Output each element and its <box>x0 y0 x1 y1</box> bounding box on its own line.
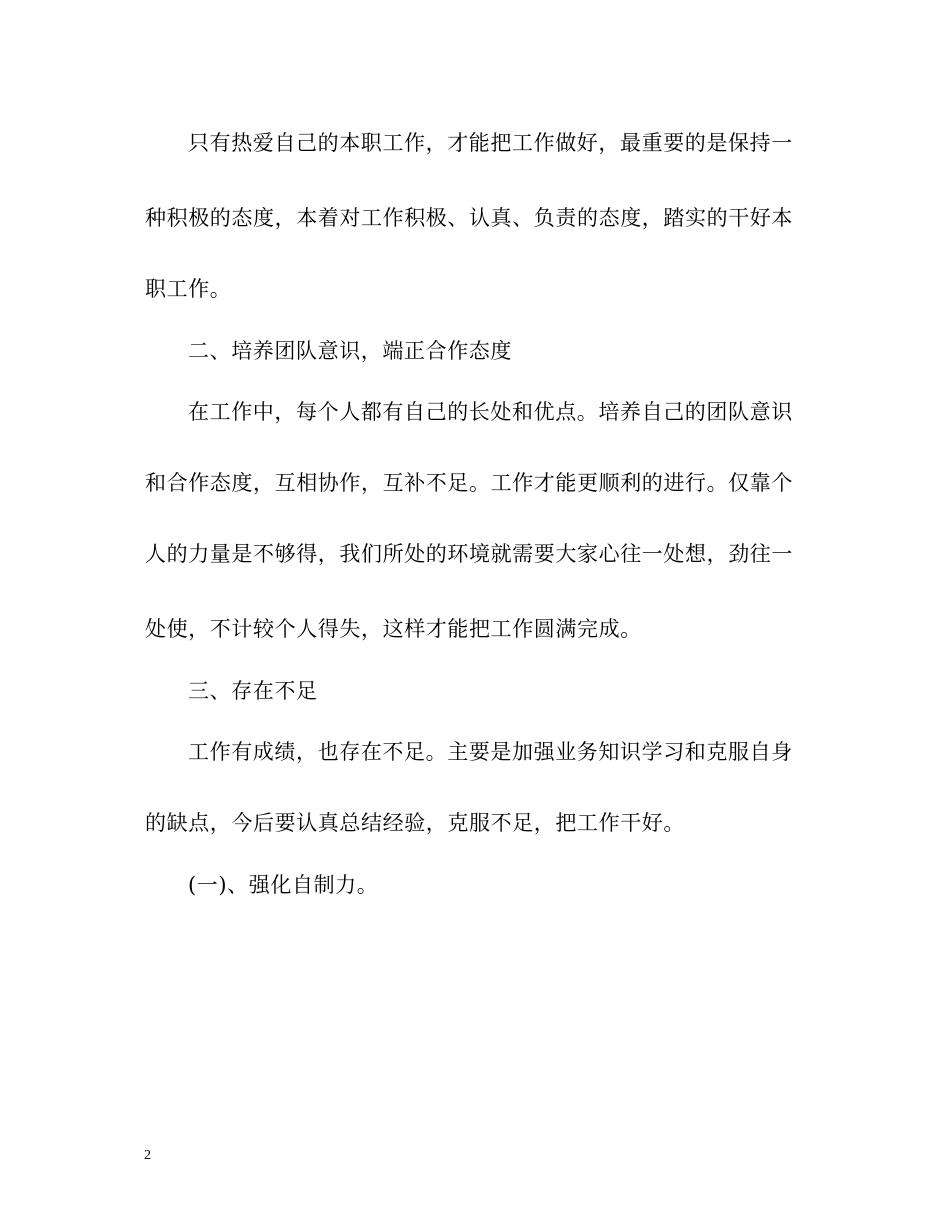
page-number: 2 <box>144 1148 151 1163</box>
section-heading: 二、培养团队意识，端正合作态度 <box>188 339 512 363</box>
paragraph-line: 和合作态度，互相协作，互补不足。工作才能更顺利的进行。仅靠个 <box>145 471 793 495</box>
section-heading: 三、存在不足 <box>188 679 318 703</box>
paragraph-line: 只有热爱自己的本职工作，才能把工作做好，最重要的是保持一 <box>188 131 793 155</box>
paragraph-line: 人的力量是不够得，我们所处的环境就需要大家心往一处想，劲往一 <box>145 542 793 566</box>
subsection-heading: (一)、强化自制力。 <box>188 873 379 897</box>
paragraph-line: 的缺点，今后要认真总结经验，克服不足，把工作干好。 <box>145 811 685 835</box>
paragraph-line: 种积极的态度，本着对工作积极、认真、负责的态度，踏实的干好本 <box>145 206 793 230</box>
paragraph-line: 职工作。 <box>145 277 232 301</box>
paragraph-line: 在工作中，每个人都有自己的长处和优点。培养自己的团队意识 <box>188 400 793 424</box>
paragraph-line: 工作有成绩，也存在不足。主要是加强业务知识学习和克服自身 <box>188 740 793 764</box>
paragraph-line: 处使，不计较个人得失，这样才能把工作圆满完成。 <box>145 617 642 641</box>
